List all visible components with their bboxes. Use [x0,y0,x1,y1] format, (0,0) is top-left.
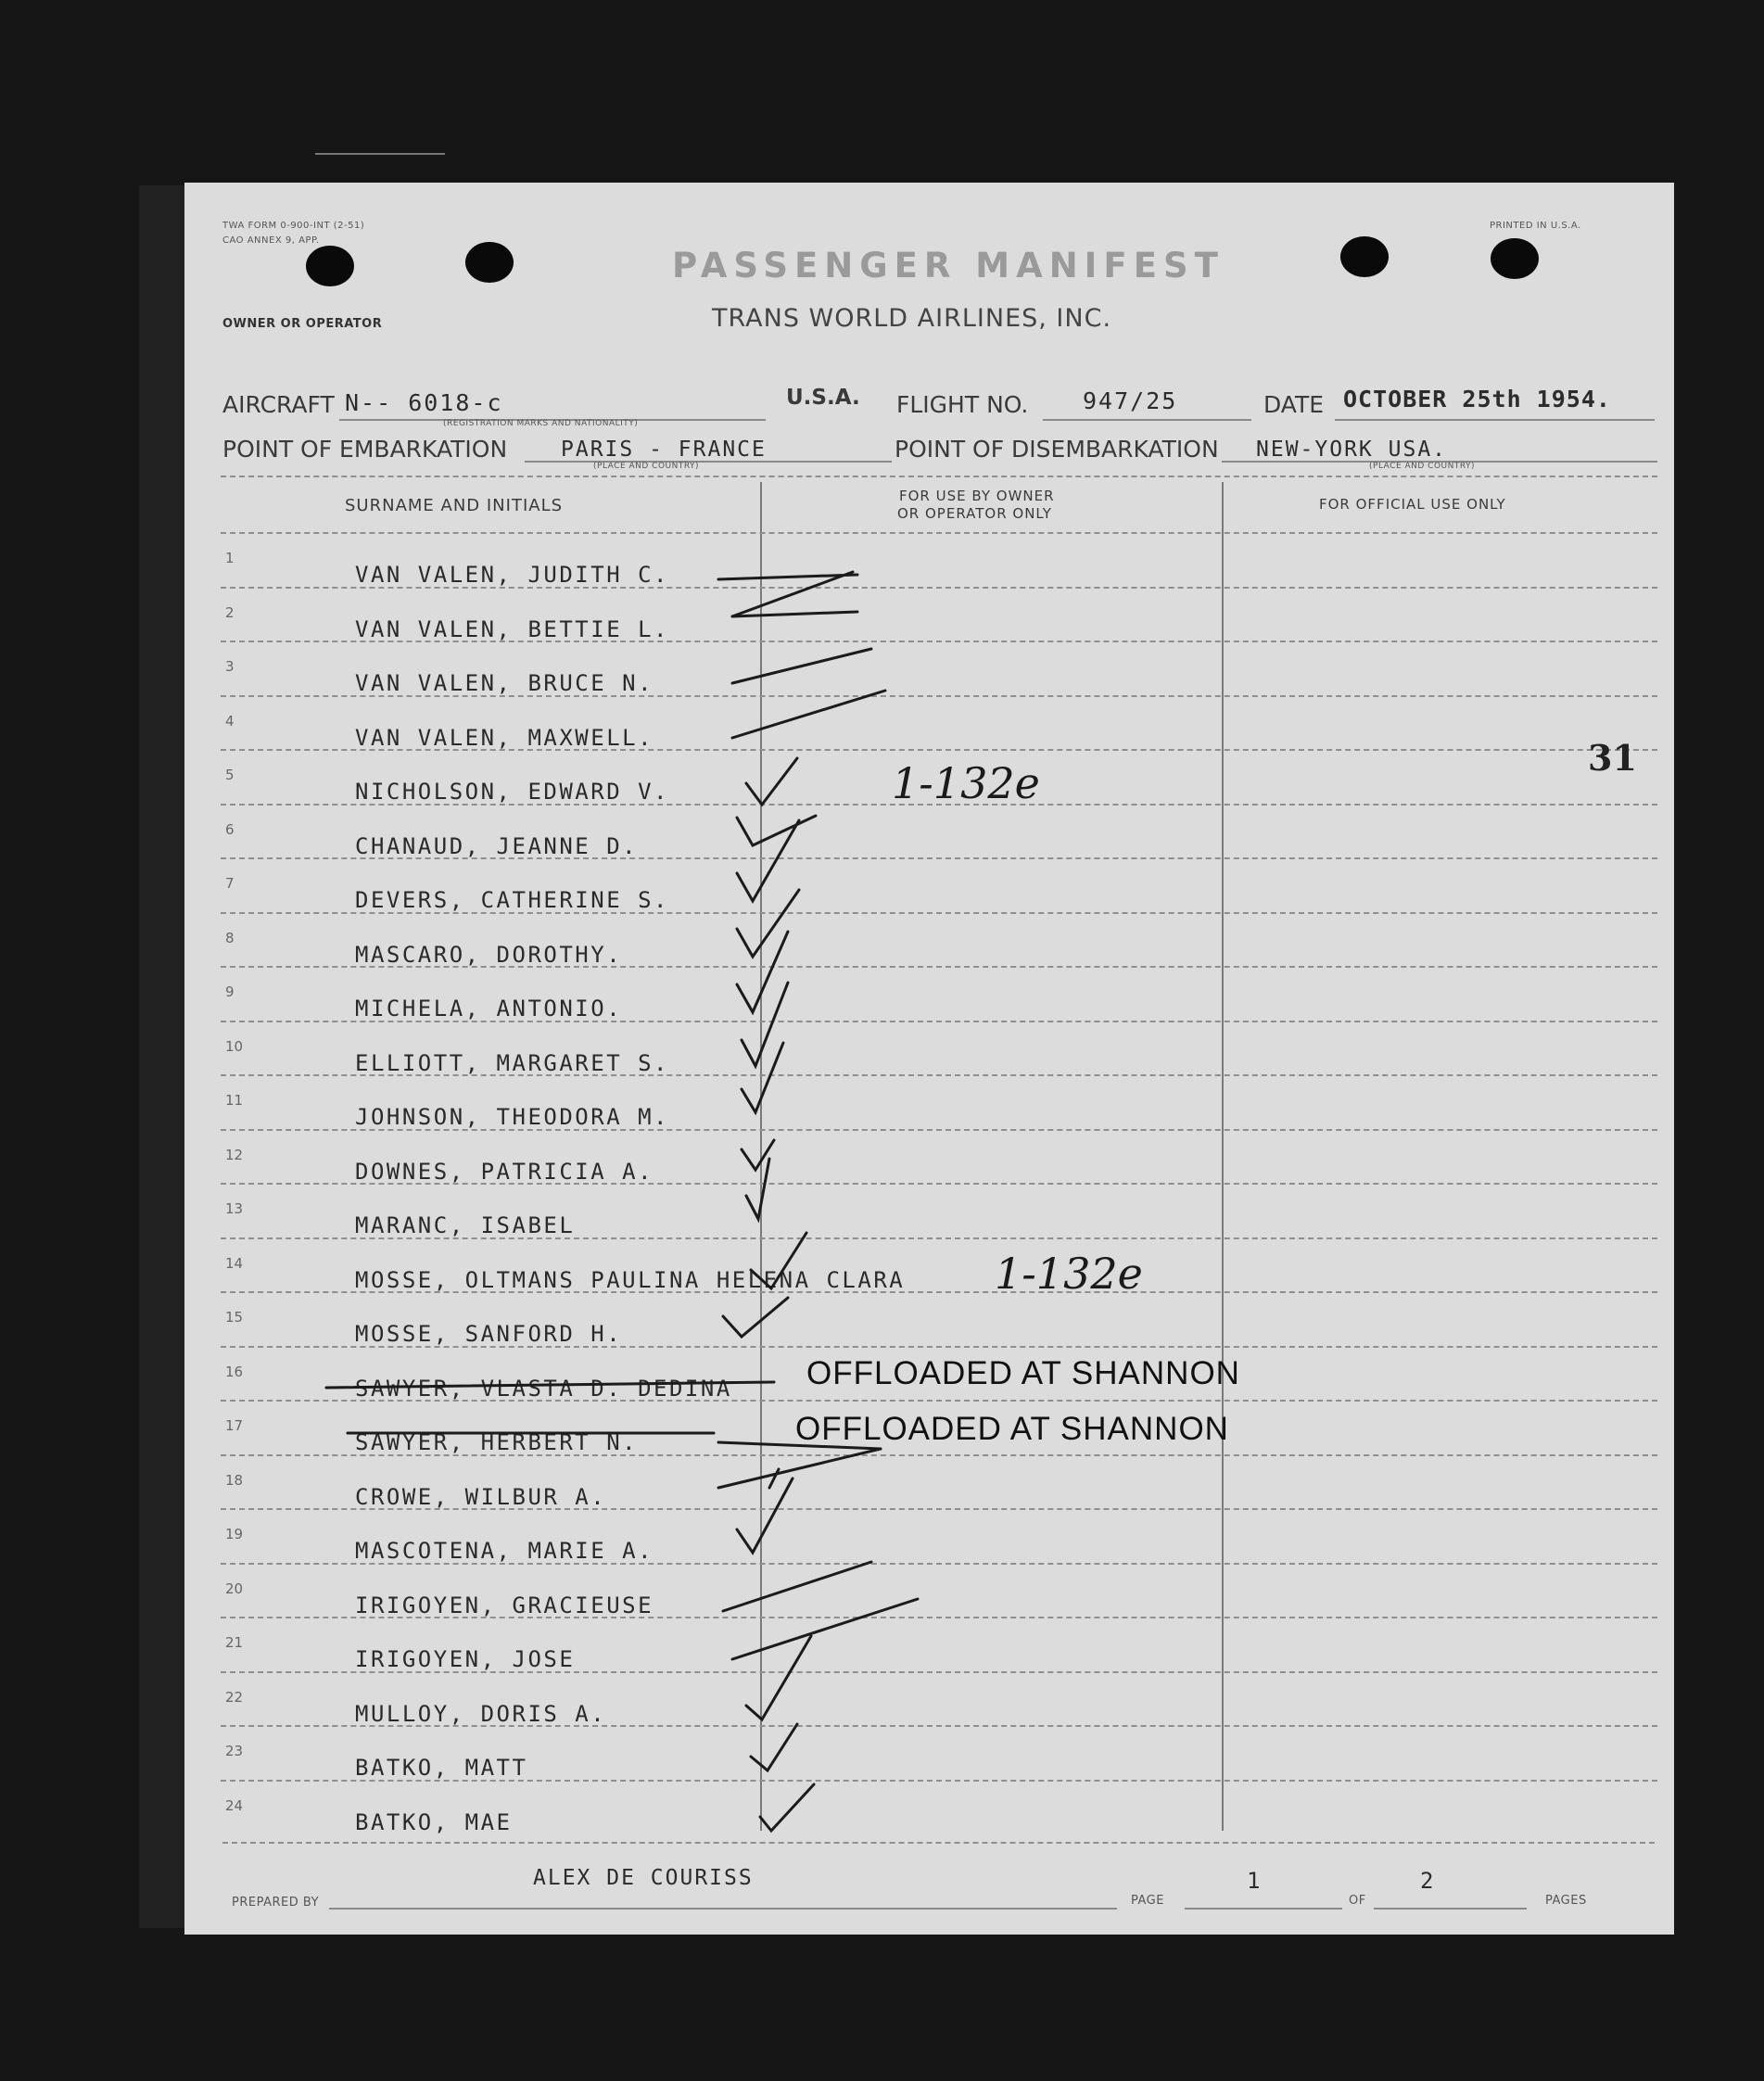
row-number: 2 [225,603,235,621]
passenger-name: NICHOLSON, EDWARD V. [355,779,669,805]
row-number: 6 [225,820,235,838]
passenger-name: MULLOY, DORIS A. [355,1700,607,1727]
passenger-name: JOHNSON, THEODORA M. [355,1104,669,1130]
check-mark-row-5 [746,758,797,805]
row-number: 22 [225,1688,244,1706]
passenger-name: ELLIOTT, MARGARET S. [355,1049,669,1076]
prepared-by-underline [329,1908,1117,1910]
registration-note: (REGISTRATION MARKS AND NATIONALITY) [443,419,639,428]
aircraft-label: AIRCRAFT [222,391,335,418]
col-header-official: FOR OFFICIAL USE ONLY [1319,496,1506,513]
embarkation-value: PARIS - FRANCE [561,438,767,462]
airline-name: TRANS WORLD AIRLINES, INC. [712,304,1112,333]
row-number: 12 [225,1146,244,1163]
flight-label: FLIGHT NO. [896,391,1029,418]
passenger-name: CHANAUD, JEANNE D. [355,832,639,859]
row-number: 20 [225,1580,244,1597]
passenger-name: MOSSE, OLTMANS PAULINA HELENA CLARA [355,1266,906,1293]
col-header-owner-2: OR OPERATOR ONLY [897,505,1052,522]
disembarkation-value: NEW-YORK USA. [1256,438,1448,462]
row-number: 18 [225,1471,244,1489]
of-underline [1374,1908,1527,1910]
disembarkation-label: POINT OF DISEMBARKATION [895,436,1219,463]
prepared-by-label: PREPARED BY [232,1896,320,1910]
strike-row-16 [326,1382,774,1388]
row-number: 11 [225,1092,244,1109]
check-mark-row-23 [751,1724,797,1770]
offloaded-stamp-row16: OFFLOADED AT SHANNON [806,1355,1240,1391]
passenger-name: VAN VALEN, MAXWELL. [355,724,654,751]
row-number: 3 [225,658,235,675]
check-mark-row-10 [742,983,788,1066]
passenger-name: IRIGOYEN, GRACIEUSE [355,1592,654,1618]
passenger-name: VAN VALEN, JUDITH C. [355,562,669,588]
passenger-name: VAN VALEN, BRUCE N. [355,670,654,696]
row-number: 15 [225,1309,244,1326]
row-number: 7 [225,875,235,892]
embarkation-note: (PLACE AND COUNTRY) [593,462,700,471]
row-number: 4 [225,712,235,730]
passenger-name: MARANC, ISABEL [355,1212,576,1238]
row-number: 14 [225,1254,244,1272]
check-mark-row-3 [732,649,871,683]
margin-number: 31 [1588,737,1637,779]
row-number: 10 [225,1037,244,1055]
owner-label: OWNER OR OPERATOR [222,317,383,331]
check-mark-row-20 [723,1562,871,1611]
passenger-name: BATKO, MAE [355,1808,513,1835]
row-number: 23 [225,1743,244,1759]
passenger-name: VAN VALEN, BETTIE L. [355,615,669,642]
row-number: 8 [225,929,235,946]
check-mark-row-1 [718,572,857,616]
passenger-name: CROWE, WILBUR A. [355,1483,607,1510]
annex-label: CAO ANNEX 9, APP. [222,235,320,246]
check-mark-row-15 [723,1298,788,1337]
passenger-name: MASCOTENA, MARIE A. [355,1538,654,1564]
passenger-name: BATKO, MATT [355,1755,528,1781]
passenger-name: SAWYER, VLASTA D. DEDINA [355,1375,732,1402]
passenger-name: MOSSE, SANFORD H. [355,1321,623,1347]
check-mark-row-21 [732,1599,918,1659]
passenger-name: SAWYER, HERBERT N. [355,1429,639,1455]
embarkation-label: POINT OF EMBARKATION [222,436,508,463]
row-number: 1 [225,550,235,566]
of-label: OF [1349,1894,1366,1908]
check-mark-row-18 [718,1449,881,1488]
page-value: 1 [1247,1868,1263,1894]
offloaded-stamp-row17: OFFLOADED AT SHANNON [795,1411,1229,1447]
row-number: 19 [225,1526,244,1542]
passenger-name: MASCARO, DOROTHY. [355,941,623,968]
passenger-name: MICHELA, ANTONIO. [355,996,623,1021]
flight-value: 947/25 [1083,387,1178,414]
pages-label: PAGES [1545,1894,1587,1908]
prepared-by-value: ALEX DE COURISS [533,1866,754,1890]
nationality: U.S.A. [786,386,860,410]
row-number: 24 [225,1796,244,1814]
row-number: 16 [225,1363,244,1380]
row-number: 21 [225,1634,244,1651]
check-mark-row-2 [732,612,857,616]
check-mark-row-4 [732,691,885,738]
check-mark-row-6 [737,816,816,845]
passenger-name: IRIGOYEN, JOSE [355,1646,576,1672]
page-label: PAGE [1131,1894,1164,1908]
col-header-owner-1: FOR USE BY OWNER [899,488,1055,504]
row-number: 17 [225,1417,244,1434]
page-underline [1185,1908,1342,1910]
printed-in-label: PRINTED IN U.S.A. [1490,221,1581,231]
date-label: DATE [1263,391,1325,418]
check-mark-row-14 [751,1233,806,1288]
of-value: 2 [1420,1868,1436,1894]
check-mark-row-22 [746,1636,811,1719]
form-number: TWA FORM 0-900-INT (2-51) [222,221,365,231]
row5-handwritten-note: 1-132e [892,758,1040,808]
row-number: 9 [225,983,235,1000]
passenger-name: DOWNES, PATRICIA A. [355,1158,654,1185]
document-title: PASSENGER MANIFEST [672,246,1225,286]
row-number: 13 [225,1200,244,1217]
table-bottom-rule [222,1842,1655,1844]
check-mark-row-8 [737,890,799,957]
row14-handwritten-note: 1-132e [995,1249,1143,1299]
row-number: 5 [225,767,235,783]
date-value: OCTOBER 25th 1954. [1343,386,1611,412]
col-header-surname: SURNAME AND INITIALS [345,496,564,515]
passenger-name: DEVERS, CATHERINE S. [355,887,669,913]
disembarkation-note: (PLACE AND COUNTRY) [1369,462,1476,471]
check-mark-row-19 [737,1478,793,1553]
check-mark-row-24 [760,1784,814,1831]
aircraft-value: N-- 6018-c [345,389,503,416]
